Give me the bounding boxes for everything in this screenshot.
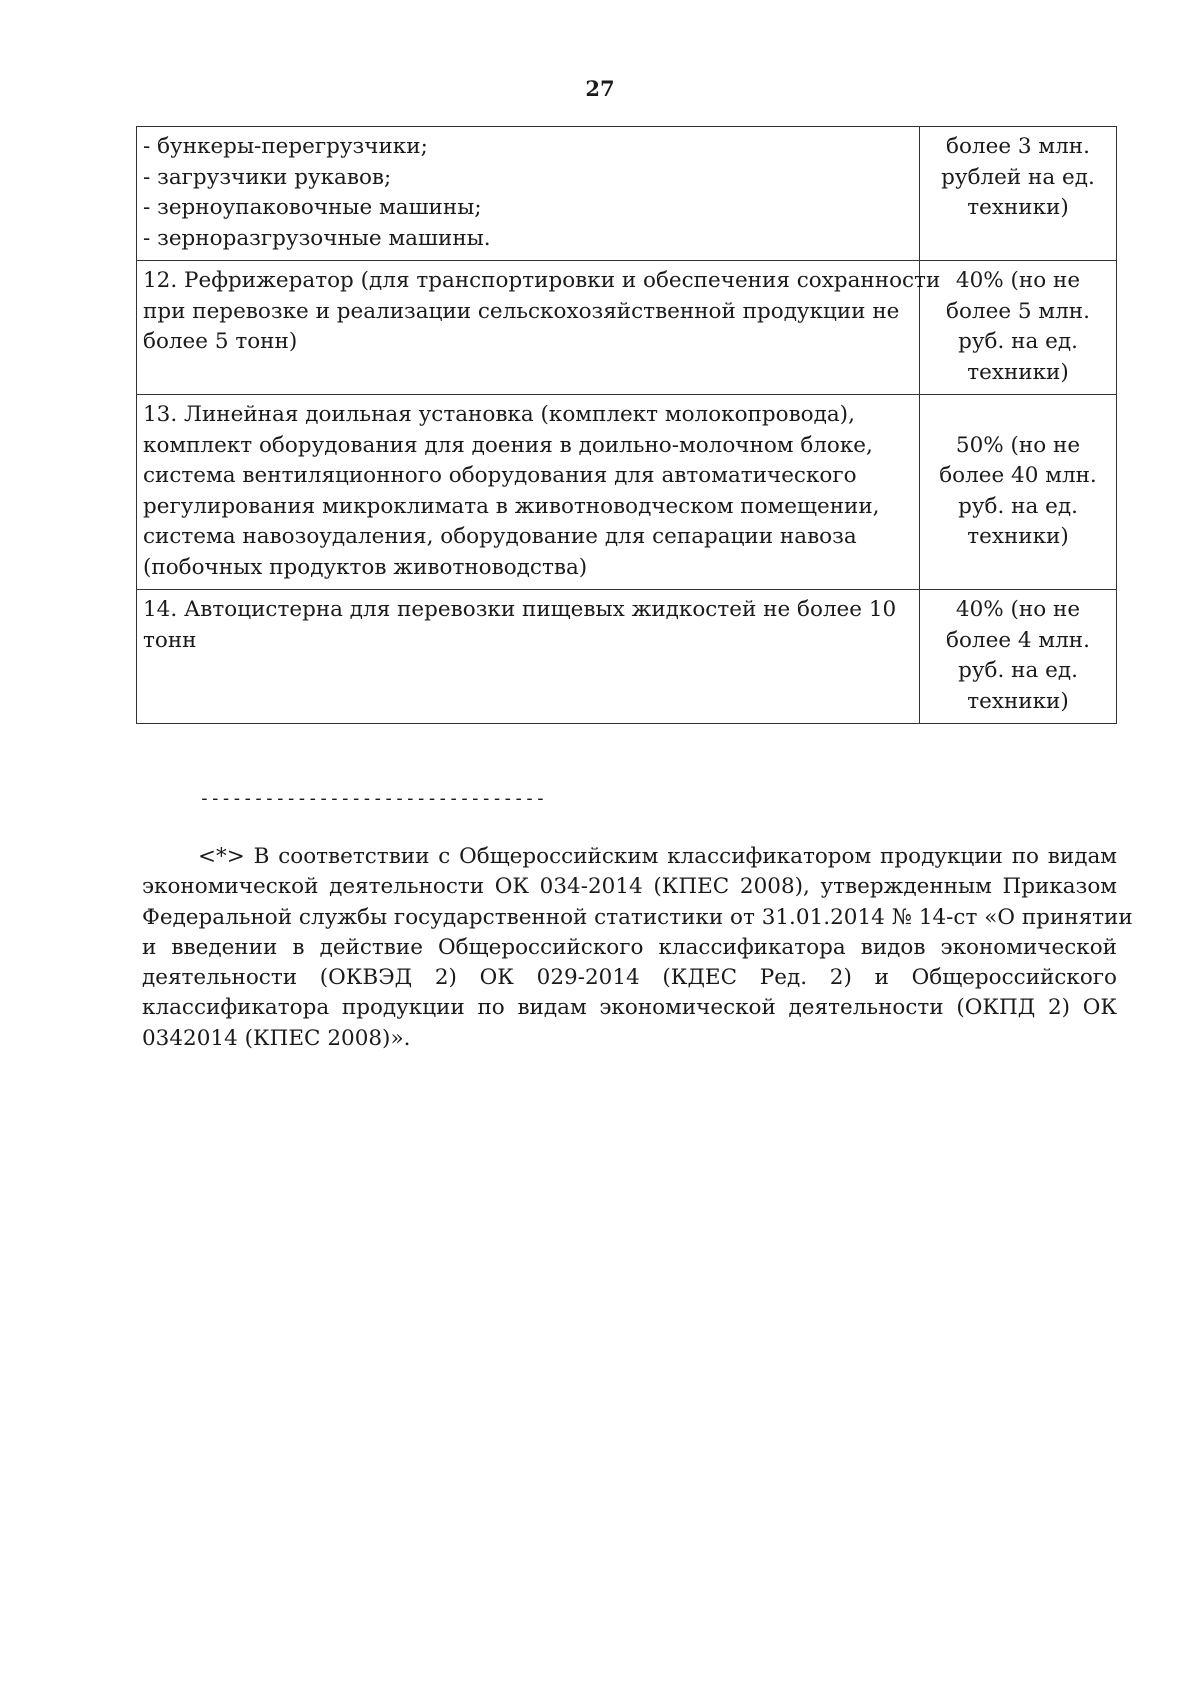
description-line: регулирования микроклимата в животноводческом помещении,: [143, 493, 880, 519]
amount-line: техники): [967, 688, 1069, 714]
table-row: [137, 395, 1117, 590]
amount-line: более 4 млн.: [946, 627, 1090, 653]
description-line: при перевозке и реализации сельскохозяйственной продукции не: [143, 298, 900, 324]
amount-line: 40% (но не: [955, 268, 1081, 293]
amount-line: руб. на ед.: [958, 329, 1078, 354]
description-line: (побочных продуктов животноводства): [143, 554, 588, 580]
footnote-line: экономической деятельности ОК 034-2014 (КПЕС 2008), утвержденным Приказом: [142, 874, 1117, 900]
description-cell: [137, 590, 920, 724]
amount-line: 40% (но не: [955, 597, 1081, 622]
amount-cell: [920, 395, 1117, 590]
description-line: - зерноупаковочные машины;: [143, 195, 482, 220]
description-line: 14. Автоцистерна для перевозки пищевых жидкостей не более 10: [143, 597, 897, 622]
table-row: [137, 261, 1117, 395]
amount-cell: [920, 261, 1117, 395]
description-cell: [137, 261, 941, 395]
description-line: - бункеры-перегрузчики;: [143, 134, 428, 159]
description-line: более 5 тонн): [143, 329, 298, 354]
amount-line: техники): [967, 195, 1069, 220]
amount-line: 50% (но не: [955, 432, 1081, 458]
description-line: 13. Линейная доильная установка (комплект молокопровода),: [143, 402, 855, 427]
description-line: - зерноразгрузочные машины.: [143, 225, 491, 251]
amount-line: руб. на ед.: [958, 658, 1078, 683]
page-number: 27: [585, 76, 615, 101]
amount-line: техники): [967, 524, 1069, 549]
footnote-line: деятельности (ОКВЭД 2) ОК 029-2014 (КДЕС Ред. 2) и Общероссийского: [142, 965, 1117, 991]
footnote-line: <*> В соответствии с Общероссийским классификатором продукции по видам: [198, 844, 1117, 869]
footnote-line: и введении в действие Общероссийского классификатора видов экономической: [142, 934, 1117, 960]
description-line: 12. Рефрижератор (для транспортировки и обеспечения сохранности: [143, 268, 941, 293]
amount-line: техники): [967, 359, 1069, 385]
table-row: [137, 127, 1117, 261]
amount-line: рублей на ед.: [941, 164, 1095, 190]
footnote-line: классификатора продукции по видам экономической деятельности (ОКПД 2) ОК: [142, 995, 1117, 1021]
description-line: тонн: [143, 627, 197, 653]
equipment-table: [136, 126, 1117, 724]
amount-cell: [920, 590, 1117, 724]
description-line: система навозоудаления, оборудование для сепарации навоза: [143, 524, 857, 549]
description-line: - загрузчики рукавов;: [143, 164, 392, 190]
footnote-line: 0342014 (КПЕС 2008)».: [142, 1025, 411, 1051]
amount-line: руб. на ед.: [958, 493, 1078, 519]
footnote-line: Федеральной службы государственной статистики от 31.01.2014 № 14-ст «О принятии: [142, 904, 1133, 930]
footnote: [142, 842, 1133, 1054]
table-row: [137, 590, 1117, 724]
amount-line: более 40 млн.: [939, 463, 1097, 488]
description-line: комплект оборудования для доения в доильно-молочном блоке,: [143, 432, 873, 458]
footnote-separator: --------------------------------: [199, 788, 546, 809]
description-cell: [137, 127, 920, 261]
amount-line: более 5 млн.: [946, 298, 1090, 324]
amount-line: более 3 млн.: [946, 134, 1090, 159]
description-cell: [137, 395, 920, 590]
description-line: система вентиляционного оборудования для автоматического: [143, 463, 857, 488]
amount-cell: [920, 127, 1117, 261]
